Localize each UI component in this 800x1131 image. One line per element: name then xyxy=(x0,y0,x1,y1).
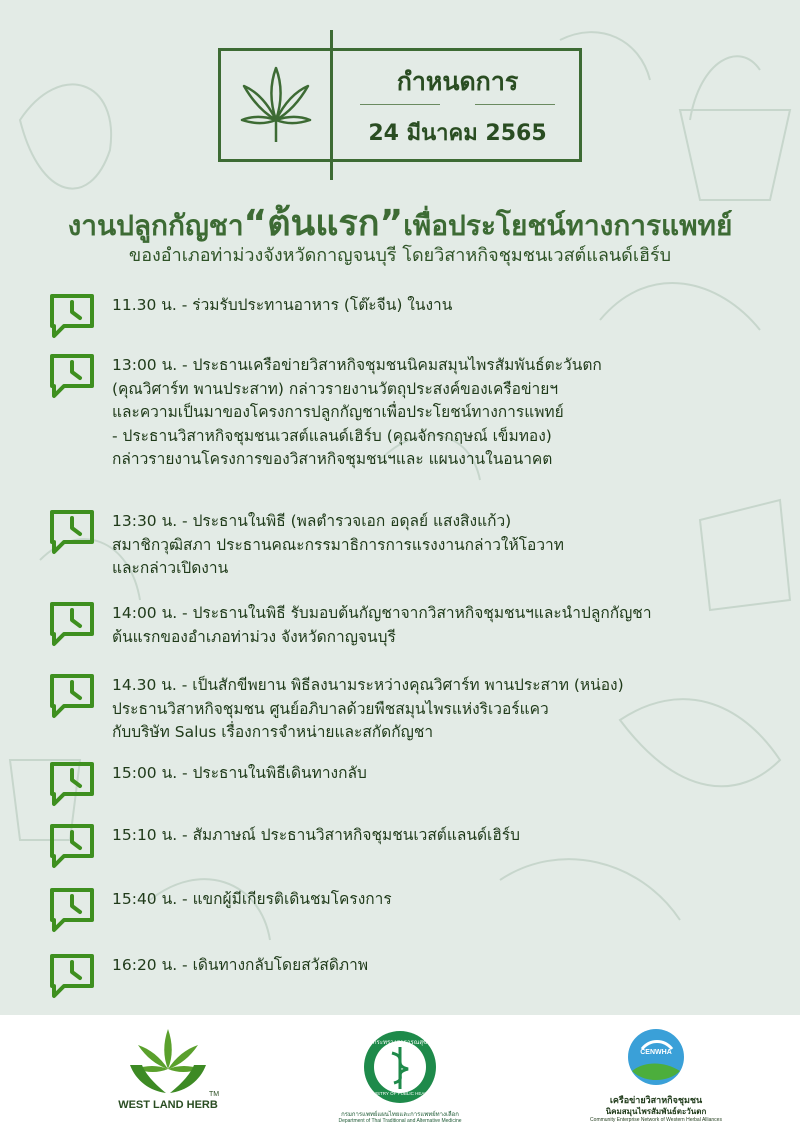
clock-chat-icon xyxy=(46,886,98,934)
schedule-line: และกล่าวเปิดงาน xyxy=(112,559,229,577)
subtitle: ของอำเภอท่าม่วงจังหวัดกาญจนบุรี โดยวิสาหกิจชุมชนเวสต์แลนด์เฮิร์บ xyxy=(128,245,672,266)
main-title-after: เพื่อประโยชน์ทางการแพทย์ xyxy=(403,209,733,242)
cannabis-leaf-icon xyxy=(238,62,314,146)
schedule-item-text xyxy=(112,888,792,912)
clock-chat-icon xyxy=(46,952,98,1000)
header-rule-right xyxy=(475,104,555,105)
cenwha-name-line2: นิคมสมุนไพรสัมพันธ์ตะวันตก xyxy=(605,1107,707,1116)
clock-chat-icon xyxy=(46,352,98,400)
schedule-line: 14:00 น. - ประธานในพิธี รับมอบต้นกัญชาจากวิสาหกิจชุมชนฯและนำปลูกกัญชา xyxy=(112,604,652,622)
schedule-line: 15:00 น. - ประธานในพิธีเดินทางกลับ xyxy=(112,764,367,782)
clock-chat-icon xyxy=(46,508,98,556)
schedule-line: 13:30 น. - ประธานในพิธี (พลตำรวจเอก อดุลย์ แสงสิงแก้ว) xyxy=(112,512,512,530)
schedule-line: กับบริษัท Salus เรื่องการจำหน่ายและสกัดกัญชา xyxy=(112,723,434,741)
ministry-seal-ring-thai: กระทรวงสาธารณสุข xyxy=(372,1040,428,1046)
clock-chat-icon xyxy=(46,292,98,340)
west-land-herb-tm: TM xyxy=(208,1091,220,1098)
schedule-item-text xyxy=(112,602,792,649)
clock-chat-icon xyxy=(46,760,98,808)
clock-chat-icon xyxy=(46,822,98,870)
schedule-line: 13:00 น. - ประธานเครือข่ายวิสาหกิจชุมชนนิคมสมุนไพรสัมพันธ์ตะวันตก xyxy=(112,356,602,374)
schedule-line: กล่าวรายงานโครงการของวิสาหกิจชุมชนฯและ แผนงานในอนาคต xyxy=(112,450,553,468)
schedule-item-text xyxy=(112,824,792,848)
header-title: กำหนดการ xyxy=(396,67,519,96)
schedule-line: และความเป็นมาของโครงการปลูกกัญชาเพื่อประโยชน์ทางการแพทย์ xyxy=(112,403,564,421)
header-date: 24 มีนาคม 2565 xyxy=(368,121,547,146)
schedule-line: สมาชิกวุฒิสภา ประธานคณะกรรมาธิการการแรงงานกล่าวให้โอวาท xyxy=(112,535,564,554)
cenwha-name-line3: Community Enterprise Network of Western Herbal Alliances xyxy=(590,1117,722,1123)
cenwha-badge: CENWHA xyxy=(640,1049,672,1056)
header-divider xyxy=(330,30,333,180)
schedule-line: - ประธานวิสาหกิจชุมชนเวสต์แลนด์เฮิร์บ (คุณจักรกฤษณ์ เข็มทอง) xyxy=(112,426,552,445)
clock-chat-icon xyxy=(46,600,98,648)
schedule-item-text xyxy=(112,294,792,318)
header-rule-left xyxy=(360,104,440,105)
schedule-item-text xyxy=(112,674,792,745)
schedule-item-text xyxy=(112,354,792,472)
schedule-line: 11.30 น. - ร่วมรับประทานอาหาร (โต๊ะจีน) ในงาน xyxy=(112,296,453,314)
footer-logos xyxy=(0,1015,800,1131)
ministry-caption-english: Department of Thai Traditional and Alternative Medicine xyxy=(338,1118,462,1124)
schedule-line: 15:10 น. - สัมภาษณ์ ประธานวิสาหกิจชุมชนเวสต์แลนด์เฮิร์บ xyxy=(112,826,520,844)
cenwha-logo xyxy=(624,1027,688,1089)
schedule-line: (คุณวิศาร์ท พานประสาท) กล่าวรายงานวัตถุประสงค์ของเครือข่ายฯ xyxy=(112,379,559,398)
cenwha-name-line1: เครือข่ายวิสาหกิจชุมชน xyxy=(609,1095,703,1105)
clock-chat-icon xyxy=(46,672,98,720)
ministry-caption-thai: กรมการแพทย์แผนไทยและการแพทย์ทางเลือก xyxy=(341,1112,459,1118)
schedule-item-text xyxy=(112,762,792,786)
west-land-herb-logo xyxy=(120,1025,216,1097)
main-title-before: งานปลูกกัญชา xyxy=(67,209,244,242)
west-land-herb-name: WEST LAND HERB xyxy=(118,1099,218,1111)
schedule-line: ต้นแรกของอำเภอท่าม่วง จังหวัดกาญจนบุรี xyxy=(112,627,396,646)
schedule-line: 15:40 น. - แขกผู้มีเกียรติเดินชมโครงการ xyxy=(112,890,392,908)
ministry-seal-ring-english: MINISTRY OF PUBLIC HEALTH xyxy=(367,1091,433,1096)
schedule-item-text xyxy=(112,510,792,581)
schedule-line: 16:20 น. - เดินทางกลับโดยสวัสดิภาพ xyxy=(112,956,369,974)
main-title-emphasis: “ต้นแรก” xyxy=(243,203,404,244)
schedule-item-text xyxy=(112,954,792,978)
schedule-line: 14.30 น. - เป็นสักขีพยาน พิธีลงนามระหว่างคุณวิศาร์ท พานประสาท (หน่อง) xyxy=(112,676,624,694)
schedule-line: ประธานวิสาหกิจชุมชน ศูนย์อภิบาลด้วยพืชสมุนไพรแห่งริเวอร์แคว xyxy=(112,699,549,718)
